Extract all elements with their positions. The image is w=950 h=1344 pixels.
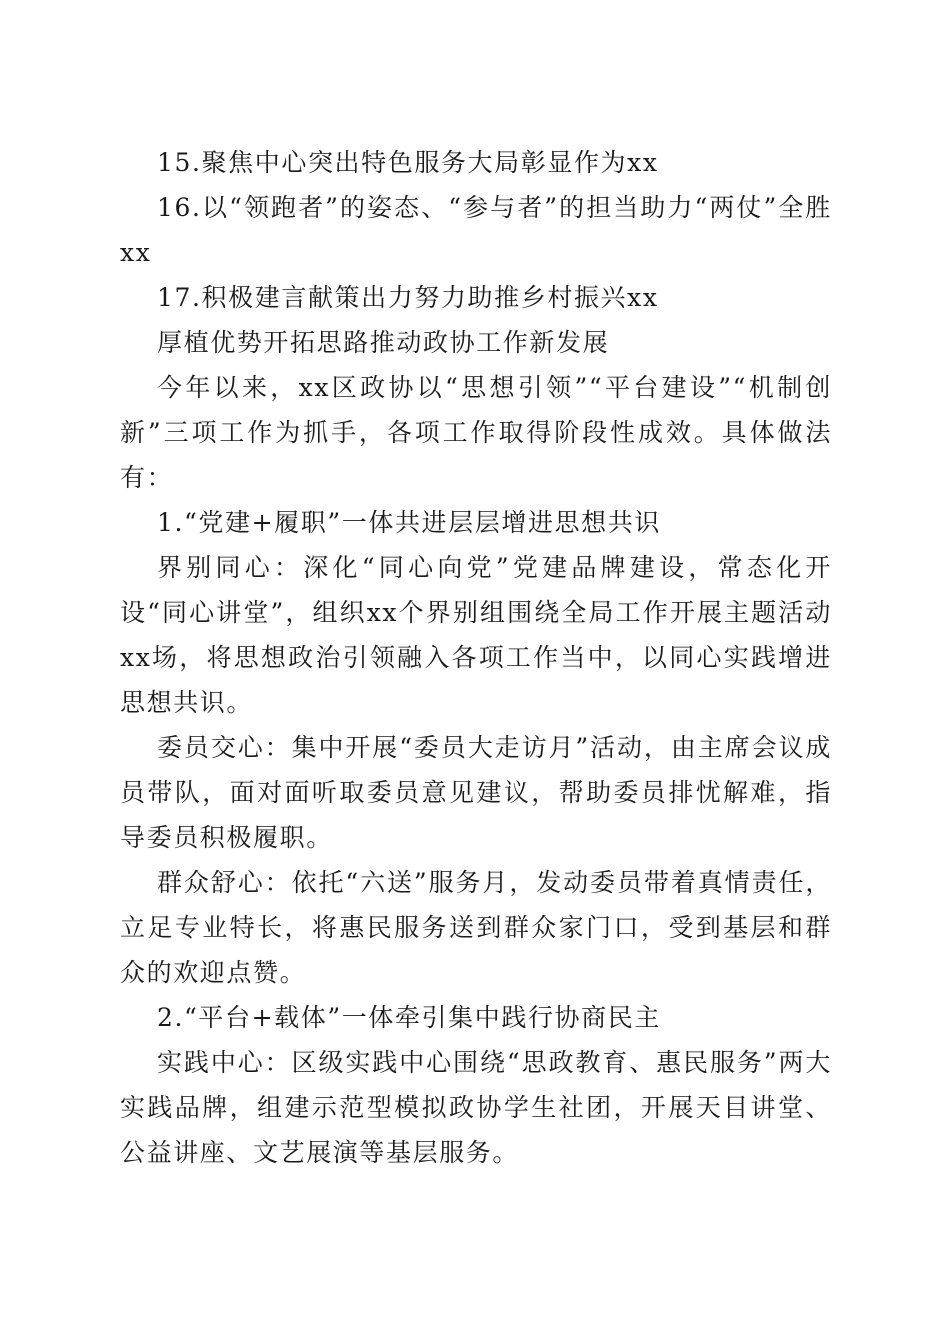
paragraph-qunzhong-shuxin: 群众舒心：依托“六送”服务月，发动委员带着真情责任，立足专业特长，将惠民服务送到群众家门口，受到基层和群众的欢迎点赞。	[120, 868, 832, 987]
heading-2: 2.“平台+载体”一体牵引集中践行协商民主	[157, 1003, 661, 1032]
paragraph-item-16: 16.以“领跑者”的姿态、“参与者”的担当助力“两仗”全胜xx	[120, 193, 832, 267]
section-title: 厚植优势开拓思路推动政协工作新发展	[157, 328, 610, 357]
paragraph-item-17: 17.积极建言献策出力努力助推乡村振兴xx	[157, 283, 659, 312]
document-body	[120, 140, 832, 1175]
intro-paragraph: 今年以来，xx区政协以“思想引领”“平台建设”“机制创新”三项工作为抓手，各项工作取得阶段性成效。具体做法有：	[120, 373, 832, 492]
heading-1: 1.“党建+履职”一体共进层层增进思想共识	[157, 508, 661, 537]
paragraph-weiyuan-jiaoxin: 委员交心：集中开展“委员大走访月”活动，由主席会议成员带队，面对面听取委员意见建议，帮助委员排忧解难，指导委员积极履职。	[120, 733, 832, 852]
paragraph-item-15: 15.聚焦中心突出特色服务大局彰显作为xx	[157, 148, 659, 177]
paragraph-shijian-zhongxin: 实践中心：区级实践中心围绕“思政教育、惠民服务”两大实践品牌，组建示范型模拟政协学生社团，开展天目讲堂、公益讲座、文艺展演等基层服务。	[120, 1048, 832, 1167]
paragraph-jiebie-tongxin: 界别同心：深化“同心向党”党建品牌建设，常态化开设“同心讲堂”，组织xx个界别组围绕全局工作开展主题活动xx场，将思想政治引领融入各项工作当中，以同心实践增进思想共识。	[120, 553, 832, 717]
